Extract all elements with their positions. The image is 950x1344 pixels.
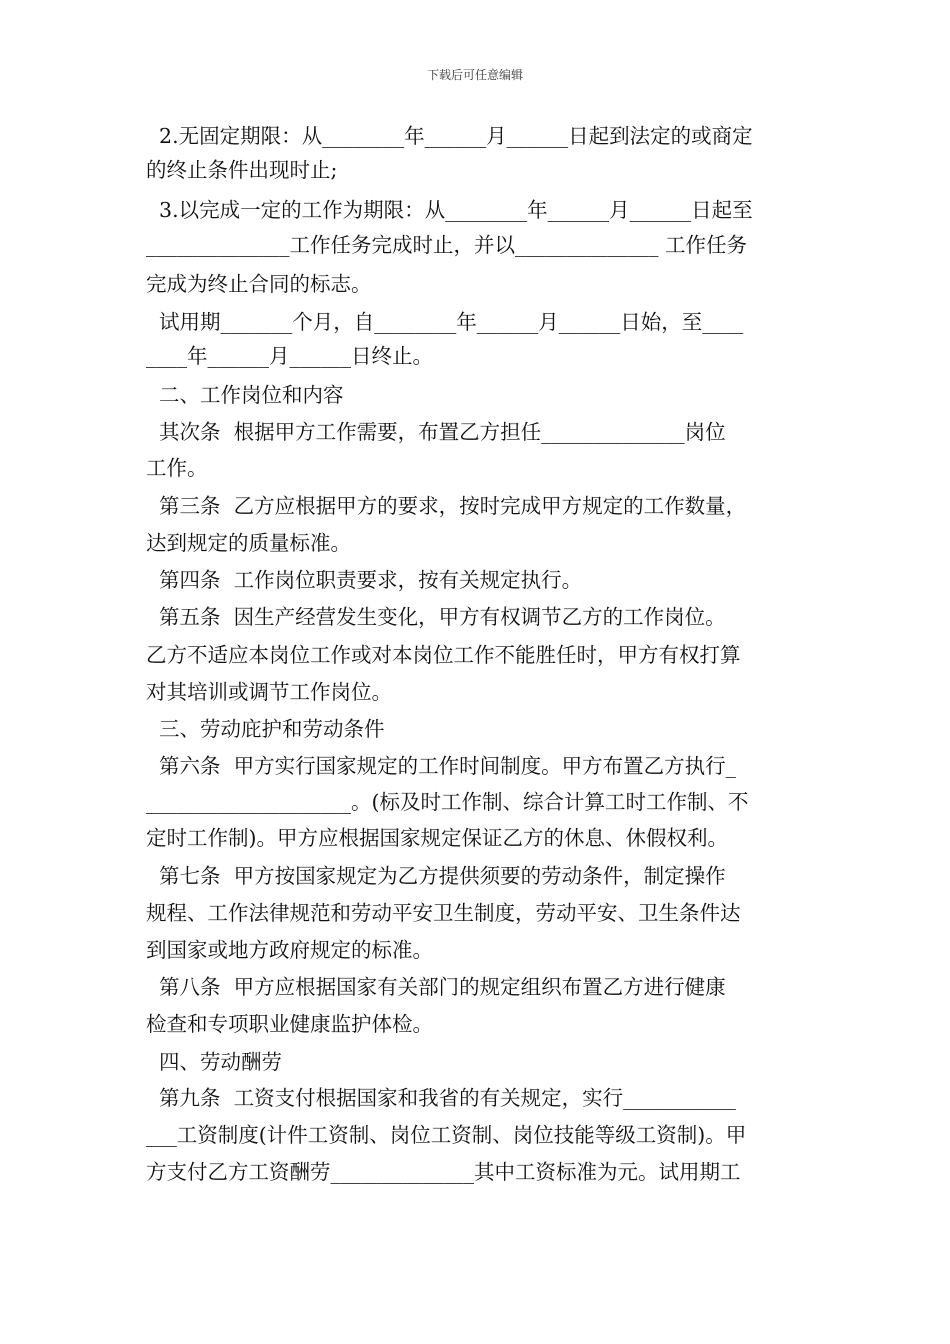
text-line: 四、劳动酬劳 xyxy=(146,1050,283,1074)
text-line: 工作。 xyxy=(146,456,208,480)
text-line: ____________________。(标及时工作制、综合计算工时工作制、不 xyxy=(146,790,749,814)
text-line: 达到规定的质量标准。 xyxy=(146,531,351,555)
text-line: 方支付乙方工资酬劳______________其中工资标准为元。试用期工 xyxy=(146,1160,741,1184)
text-line: 二、工作岗位和内容 xyxy=(146,383,344,407)
text-line: 试用期_______个月，自________年______月______日始，至____ xyxy=(146,310,744,334)
text-line: 定时工作制)。甲方应根据国家规定保证乙方的休息、休假权利。 xyxy=(146,826,728,850)
text-line: 3.以完成一定的工作为期限：从________年______月______日起至 xyxy=(146,198,753,222)
text-line: 第七条 甲方按国家规定为乙方提供须要的劳动条件，制定操作 xyxy=(146,864,726,888)
text-line: 第三条 乙方应根据甲方的要求，按时完成甲方规定的工作数量， xyxy=(146,494,747,518)
text-line: 的终止条件出现时止; xyxy=(146,158,338,182)
text-line: 检查和专项职业健康监护体检。 xyxy=(146,1012,433,1036)
text-line: 第五条 因生产经营发生变化，甲方有权调节乙方的工作岗位。 xyxy=(146,605,726,629)
text-line: 2.无固定期限：从________年______月______日起到法定的或商定 xyxy=(146,124,753,148)
text-line: 第六条 甲方实行国家规定的工作时间制度。甲方布置乙方执行_ xyxy=(146,754,736,778)
text-line: 三、劳动庇护和劳动条件 xyxy=(146,717,385,741)
page-header: 下载后可任意编辑 xyxy=(426,68,523,82)
text-line: ______________工作任务完成时止，并以______________ 工作任务 xyxy=(146,233,748,257)
text-line: 第八条 甲方应根据国家有关部门的规定组织布置乙方进行健康 xyxy=(146,975,726,999)
text-line: 到国家或地方政府规定的标准。 xyxy=(146,938,433,962)
text-line: 乙方不适应本岗位工作或对本岗位工作不能胜任时，甲方有权打算 xyxy=(146,643,741,667)
text-line: 对其培训或调节工作岗位。 xyxy=(146,680,392,704)
text-line: 第九条 工资支付根据国家和我省的有关规定，实行___________ xyxy=(146,1086,736,1110)
text-line: ___工资制度(计件工资制、岗位工资制、岗位技能等级工资制)。甲 xyxy=(146,1123,747,1147)
text-line: 规程、工作法律规范和劳动平安卫生制度，劳动平安、卫生条件达 xyxy=(146,901,741,925)
text-line: 完成为终止合同的标志。 xyxy=(146,272,372,296)
text-line: 第四条 工作岗位职责要求，按有关规定执行。 xyxy=(146,568,583,592)
text-line: ____年______月______日终止。 xyxy=(146,344,433,368)
text-line: 其次条 根据甲方工作需要，布置乙方担任______________岗位 xyxy=(146,420,726,444)
